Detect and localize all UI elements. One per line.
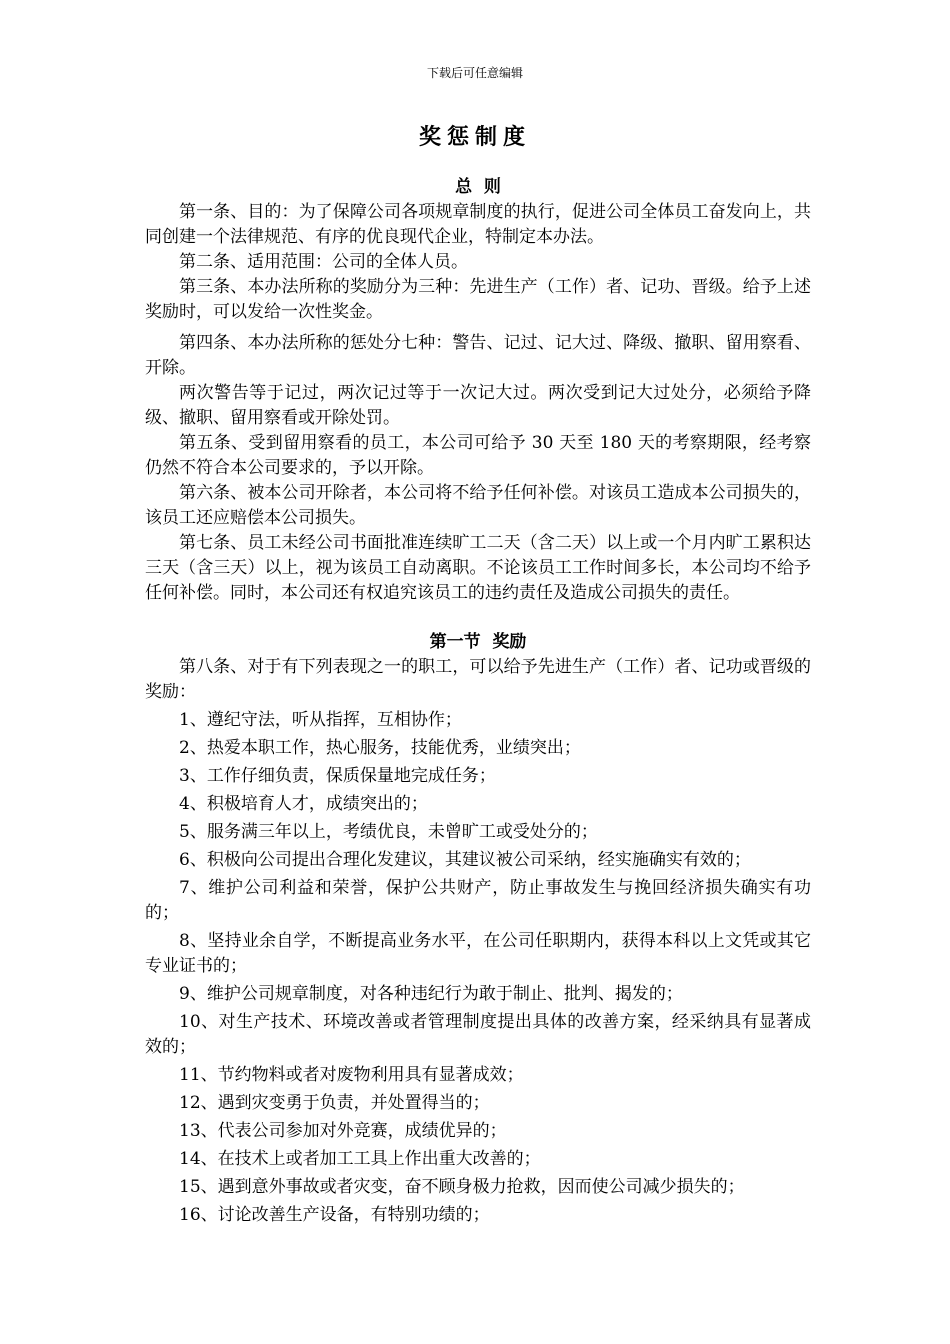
- reward-item: 3、工作仔细负责，保质保量地完成任务；: [179, 766, 496, 786]
- article-1: 第一条、目的：为了保障公司各项规章制度的执行，促进公司全体员工奋发向上，共同创建一个法律规范、有序的优良现代企业，特制定本办法。: [145, 202, 811, 247]
- article-5: 第五条、受到留用察看的员工，本公司可给予 30 天至 180 天的考察期限，经考察仍然不符合本公司要求的，予以开除。: [145, 433, 811, 478]
- reward-item: 11、节约物料或者对废物利用具有显著成效；: [179, 1065, 524, 1085]
- reward-item: 16、讨论改善生产设备，有特别功绩的；: [179, 1205, 490, 1225]
- article-3: 第三条、本办法所称的奖励分为三种：先进生产（工作）者、记功、晋级。给予上述奖励时，可以发给一次性奖金。: [145, 277, 811, 322]
- article-8: 第八条、对于有下列表现之一的职工，可以给予先进生产（工作）者、记功或晋级的奖励：: [145, 657, 811, 702]
- reward-item: 2、热爱本职工作，热心服务，技能优秀，业绩突出；: [179, 738, 581, 758]
- document-title: 奖惩制度: [418, 125, 531, 150]
- reward-item: 4、积极培育人才，成绩突出的；: [179, 794, 428, 814]
- reward-item: 7、维护公司利益和荣誉，保护公共财产，防止事故发生与挽回经济损失确实有功的；: [145, 878, 811, 923]
- article-7: 第七条、员工未经公司书面批准连续旷工二天（含二天）以上或一个月内旷工累积达三天（含三天）以上，视为该员工自动离职。不论该员工工作时间多长，本公司均不给予任何补偿。同时，本公司还有权追究该员工的违约责任及造成公司损失的责任。: [145, 533, 811, 603]
- reward-item: 1、遵纪守法，听从指挥，互相协作；: [179, 710, 462, 730]
- reward-item: 8、坚持业余自学，不断提高业务水平，在公司任职期内，获得本科以上文凭或其它专业证书的；: [145, 931, 811, 976]
- reward-item: 14、在技术上或者加工工具上作出重大改善的；: [179, 1149, 541, 1169]
- document-body: [145, 175, 811, 1228]
- reward-item: 15、遇到意外事故或者灾变，奋不顾身极力抢救，因而使公司减少损失的；: [179, 1177, 745, 1197]
- general-heading: 总 则: [455, 177, 501, 197]
- reward-item: 9、维护公司规章制度，对各种违纪行为敢于制止、批判、揭发的；: [179, 984, 683, 1004]
- section1-heading: 第一节 奖励: [429, 632, 527, 652]
- reward-item: 13、代表公司参加对外竞赛，成绩优异的；: [179, 1121, 507, 1141]
- article-2: 第二条、适用范围：公司的全体人员。: [179, 252, 468, 272]
- header-note: 下载后可任意编辑: [426, 66, 523, 80]
- warning-rule: 两次警告等于记过，两次记过等于一次记大过。两次受到记大过处分，必须给予降级、撤职、留用察看或开除处罚。: [145, 383, 811, 428]
- reward-item: 6、积极向公司提出合理化发建议，其建议被公司采纳，经实施确实有效的；: [179, 850, 751, 870]
- reward-item: 12、遇到灾变勇于负责，并处置得当的；: [179, 1093, 490, 1113]
- section-spacer: [145, 606, 811, 630]
- reward-item: 10、对生产技术、环境改善或者管理制度提出具体的改善方案，经采纳具有显著成效的；: [145, 1012, 811, 1057]
- reward-item: 5、服务满三年以上，考绩优良，未曾旷工或受处分的；: [179, 822, 598, 842]
- article-6: 第六条、被本公司开除者，本公司将不给予任何补偿。对该员工造成本公司损失的，该员工还应赔偿本公司损失。: [145, 483, 811, 528]
- article-4: 第四条、本办法所称的惩处分七种：警告、记过、记大过、降级、撤职、留用察看、开除。: [145, 333, 811, 378]
